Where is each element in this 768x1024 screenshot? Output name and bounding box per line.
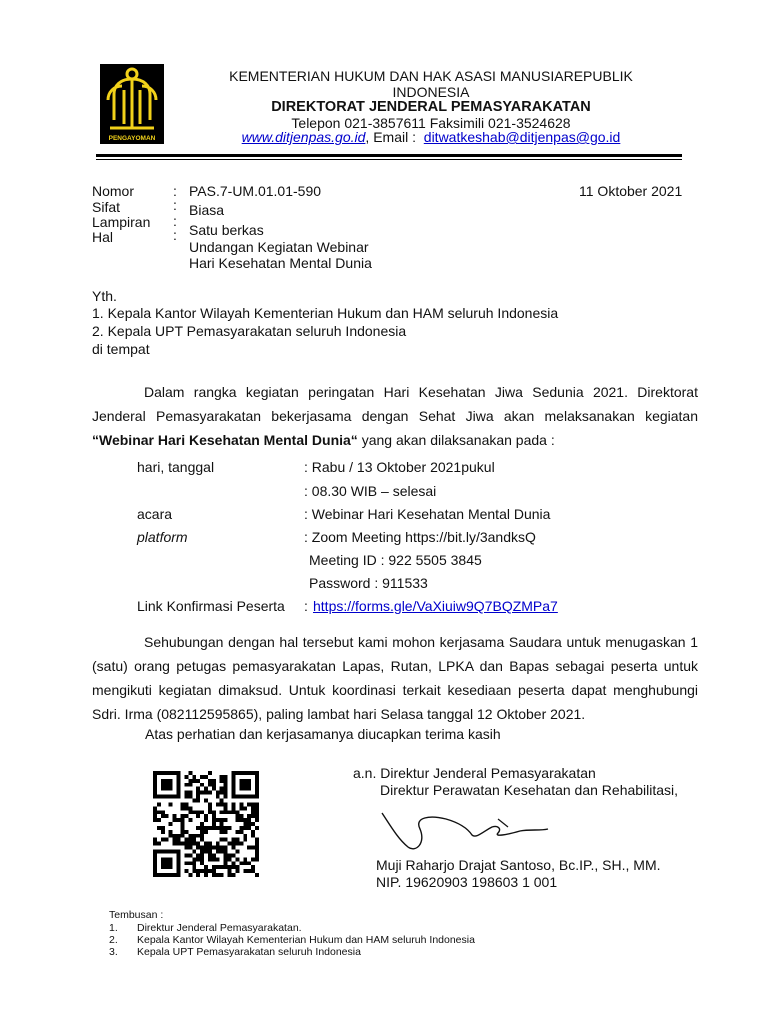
- header-rule-thick: [96, 154, 682, 157]
- tembusan-num-2: 2.: [109, 934, 118, 946]
- sifat-label: Sifat: [92, 199, 121, 215]
- para1-text: Dalam rangka kegiatan peringatan Hari Kesehatan Jiwa Sedunia 2021. Direktorat Jenderal Pemasyarakatan bekerjasama dengan Sehat Jiwa akan melaksanakan kegiatan: [92, 384, 698, 424]
- signature-position: Direktur Perawatan Kesehatan dan Rehabilitasi,: [380, 782, 679, 798]
- pengayoman-logo: [100, 64, 164, 144]
- signatory-name: Muji Raharjo Drajat Santoso, Bc.IP., SH., MM.: [376, 857, 661, 873]
- meeting-password: Password : 911533: [309, 575, 428, 591]
- header-rule-thin: [96, 159, 682, 160]
- nomor-colon: :: [173, 183, 177, 199]
- hal-label: Hal: [92, 229, 114, 245]
- platform-label: platform: [137, 529, 188, 545]
- hal-value-line2: Hari Kesehatan Mental Dunia: [189, 255, 372, 271]
- body-paragraph-2: [92, 630, 698, 726]
- letter-date: 11 Oktober 2021: [579, 183, 683, 199]
- tembusan-num-1: 1.: [109, 922, 118, 934]
- recipient-place: di tempat: [92, 341, 150, 357]
- hari-value: : Rabu / 13 Oktober 2021pukul: [304, 459, 495, 475]
- lampiran-colon: :: [173, 213, 177, 229]
- para2-text: Sehubungan dengan hal tersebut kami mohon kerjasama Saudara untuk menugaskan 1 (satu) orang petugas pemasyarakatan Lapas, Rutan, LPKA dan Bapas sebagai peserta untuk mengikuti kegiatan dimaksud. Untuk koordinasi terkait kesediaan peserta dapat menghubungi Sdri. Irma (082112595865), paling lambat hari Selasa tanggal 12 Oktober 2021.: [92, 634, 698, 722]
- sifat-colon: :: [173, 197, 177, 213]
- qr-code-icon: [152, 771, 260, 877]
- tembusan-item-3: Kepala UPT Pemasyarakatan seluruh Indonesia: [137, 946, 361, 958]
- ministry-name-line1: KEMENTERIAN HUKUM DAN HAK ASASI MANUSIAREPUBLIK: [229, 68, 633, 84]
- logo-caption: PENGAYOMAN: [108, 135, 156, 142]
- email-link[interactable]: ditwatkeshab@ditjenpas@go.id: [423, 129, 621, 145]
- sifat-value: Biasa: [189, 202, 225, 218]
- contact-phone: Telepon 021-3857611 Faksimili 021-3524628: [291, 115, 571, 131]
- email-label: , Email :: [365, 129, 416, 145]
- nomor-value: PAS.7-UM.01.01-590: [189, 183, 322, 199]
- acara-label: acara: [137, 506, 173, 522]
- recipient-item-2: 2. Kepala UPT Pemasyarakatan seluruh Indonesia: [92, 323, 407, 339]
- lampiran-value: Satu berkas: [189, 222, 264, 238]
- nomor-label: Nomor: [92, 183, 135, 199]
- meeting-id: Meeting ID : 922 5505 3845: [309, 552, 482, 568]
- body-paragraph-1: [92, 380, 698, 452]
- ministry-name-line2: INDONESIA: [392, 84, 470, 100]
- directorate-name: DIREKTORAT JENDERAL PEMASYARAKATAN: [271, 99, 591, 115]
- tembusan-item-1: Direktur Jenderal Pemasyarakatan.: [137, 922, 302, 934]
- para1-end: yang akan dilaksanakan pada :: [357, 432, 555, 448]
- tembusan-title: Tembusan :: [109, 909, 164, 921]
- link-label: Link Konfirmasi Peserta: [137, 598, 285, 614]
- acara-value: : Webinar Hari Kesehatan Mental Dunia: [304, 506, 551, 522]
- recipient-item-1: 1. Kepala Kantor Wilayah Kementerian Hukum dan HAM seluruh Indonesia: [92, 305, 559, 321]
- hal-colon: :: [173, 227, 177, 243]
- tembusan-item-2: Kepala Kantor Wilayah Kementerian Hukum dan HAM seluruh Indonesia: [137, 934, 475, 946]
- ministry-name: [196, 68, 666, 100]
- signature-an: a.n. Direktur Jenderal Pemasyarakatan: [353, 765, 596, 781]
- website-link[interactable]: www.ditjenpas.go.id: [241, 129, 366, 145]
- lampiran-label: Lampiran: [92, 214, 151, 230]
- platform-value: : Zoom Meeting https://bit.ly/3andksQ: [304, 529, 536, 545]
- hari-label: hari, tanggal: [137, 459, 215, 475]
- hal-value-line1: Undangan Kegiatan Webinar: [189, 239, 369, 255]
- event-title: “Webinar Hari Kesehatan Mental Dunia“: [92, 432, 358, 448]
- signatory-nip: NIP. 19620903 198603 1 001: [376, 874, 558, 890]
- closing-thanks: Atas perhatian dan kerjasamanya diucapkan terima kasih: [145, 726, 501, 742]
- link-colon: :: [304, 598, 308, 614]
- qr-code: [152, 771, 260, 877]
- recipient-salutation: Yth.: [92, 288, 117, 304]
- contact-web-email: [196, 129, 666, 145]
- time-value: : 08.30 WIB – selesai: [304, 483, 437, 499]
- confirmation-link[interactable]: https://forms.gle/VaXiuiw9Q7BQZMPa7: [313, 598, 558, 614]
- pengayoman-emblem-icon: [100, 64, 164, 144]
- tembusan-num-3: 3.: [109, 946, 118, 958]
